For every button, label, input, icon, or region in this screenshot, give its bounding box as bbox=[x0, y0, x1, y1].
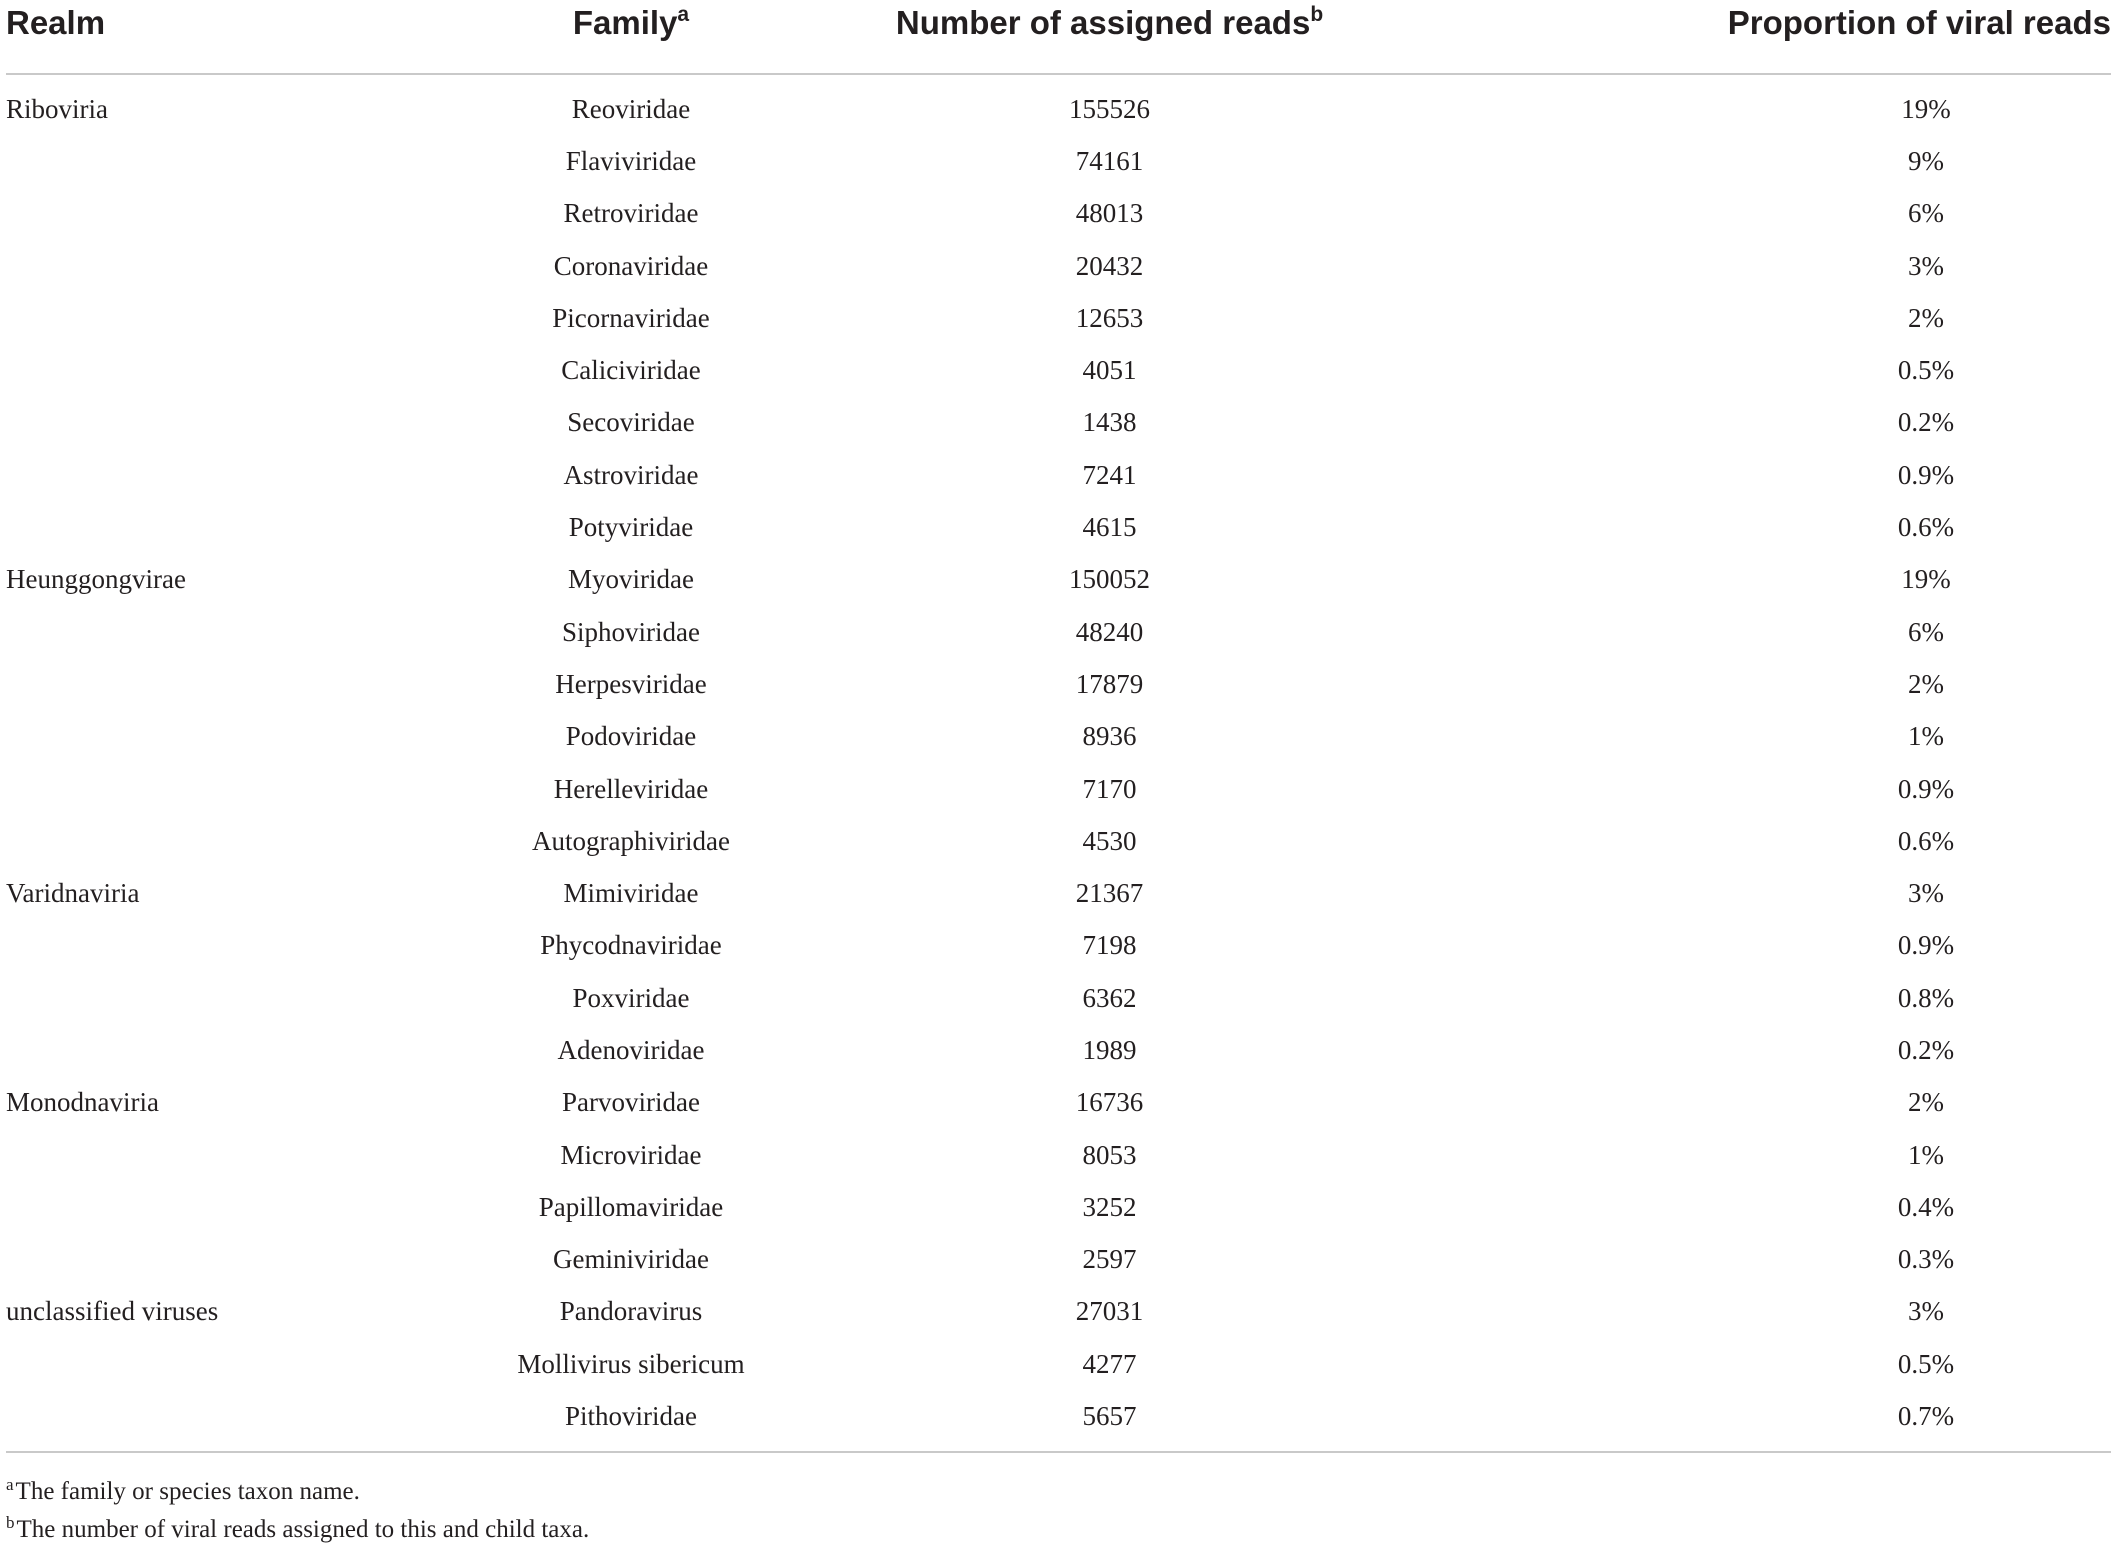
proportion-cell: 0.5% bbox=[1897, 1348, 1955, 1379]
reads-cell: 8936 bbox=[1082, 721, 1137, 752]
header-proportion-label: Proportion of viral reads bbox=[1727, 4, 2111, 41]
realm-cell: Riboviria bbox=[6, 93, 108, 124]
proportion-cell: 0.5% bbox=[1897, 355, 1955, 386]
table-row bbox=[6, 711, 2111, 763]
family-cell: Retroviridae bbox=[563, 198, 699, 229]
proportion-cell: 3% bbox=[1908, 250, 1944, 281]
realm-cell bbox=[6, 292, 492, 344]
proportion-cell: 19% bbox=[1901, 564, 1951, 595]
realm-cell bbox=[6, 1338, 492, 1390]
reads-cell: 2597 bbox=[1082, 1244, 1137, 1275]
proportion-cell: 0.6% bbox=[1897, 512, 1955, 543]
table-row bbox=[6, 1286, 2111, 1338]
realm-cell bbox=[6, 815, 492, 867]
realm-cell bbox=[6, 135, 492, 187]
proportion-cell: 2% bbox=[1908, 1087, 1944, 1118]
footnote-b bbox=[6, 1511, 589, 1549]
table-footnotes bbox=[6, 1473, 589, 1549]
proportion-cell: 0.9% bbox=[1897, 773, 1955, 804]
table-row bbox=[6, 188, 2111, 240]
realm-cell bbox=[6, 188, 492, 240]
reads-cell: 27031 bbox=[1075, 1296, 1144, 1327]
reads-cell: 74161 bbox=[1075, 145, 1144, 176]
family-cell: Phycodnaviridae bbox=[540, 930, 722, 961]
viral-reads-table bbox=[6, 0, 2111, 1453]
table-row bbox=[6, 397, 2111, 449]
family-cell: Myoviridae bbox=[568, 564, 694, 595]
family-cell: Mollivirus sibericum bbox=[517, 1348, 745, 1379]
realm-cell bbox=[6, 240, 492, 292]
reads-cell: 7241 bbox=[1082, 459, 1137, 490]
proportion-cell: 0.2% bbox=[1897, 1034, 1955, 1065]
realm-cell: Monodnaviria bbox=[6, 1087, 159, 1118]
realm-cell bbox=[6, 1390, 492, 1451]
realm-cell bbox=[6, 1024, 492, 1076]
proportion-cell: 2% bbox=[1908, 668, 1944, 699]
reads-cell: 3252 bbox=[1082, 1191, 1137, 1222]
proportion-cell: 0.3% bbox=[1897, 1244, 1955, 1275]
family-cell: Autographiviridae bbox=[532, 825, 730, 856]
table-row bbox=[6, 658, 2111, 710]
family-cell: Pithoviridae bbox=[492, 1390, 770, 1451]
family-cell: Herpesviridae bbox=[555, 668, 707, 699]
header-family-footnote-marker: a bbox=[677, 3, 690, 26]
reads-cell: 21367 bbox=[1075, 878, 1144, 909]
reads-cell: 16736 bbox=[1075, 1087, 1144, 1118]
family-cell: Picornaviridae bbox=[552, 302, 710, 333]
footnote-text: The number of viral reads assigned to this and child taxa. bbox=[16, 1516, 590, 1543]
family-cell: Podoviridae bbox=[565, 721, 697, 752]
table-row bbox=[6, 606, 2111, 658]
table-row bbox=[6, 1129, 2111, 1181]
reads-cell: 20432 bbox=[1075, 250, 1144, 281]
table-row bbox=[6, 1181, 2111, 1233]
proportion-cell: 0.9% bbox=[1897, 930, 1955, 961]
header-proportion bbox=[1449, 0, 2111, 74]
proportion-cell: 6% bbox=[1908, 198, 1944, 229]
reads-cell: 1989 bbox=[1082, 1034, 1137, 1065]
table-row bbox=[6, 1234, 2111, 1286]
reads-cell: 155526 bbox=[1069, 93, 1150, 124]
realm-cell bbox=[6, 344, 492, 396]
reads-cell: 12653 bbox=[1075, 302, 1144, 333]
family-cell: Caliciviridae bbox=[561, 355, 701, 386]
family-cell: Microviridae bbox=[560, 1139, 702, 1170]
reads-cell: 5657 bbox=[770, 1390, 1449, 1451]
realm-cell bbox=[6, 763, 492, 815]
family-cell: Potyviridae bbox=[568, 512, 694, 543]
realm-cell bbox=[6, 606, 492, 658]
proportion-cell: 0.8% bbox=[1897, 982, 1955, 1013]
realm-cell bbox=[6, 1234, 492, 1286]
reads-cell: 6362 bbox=[1082, 982, 1137, 1013]
reads-cell: 150052 bbox=[1069, 564, 1150, 595]
reads-cell: 48240 bbox=[1075, 616, 1144, 647]
footnote-a bbox=[6, 1473, 589, 1511]
family-cell: Geminiviridae bbox=[553, 1244, 709, 1275]
footnote-marker: b bbox=[6, 1513, 15, 1532]
header-family-label: Family bbox=[572, 4, 678, 41]
table-row bbox=[6, 449, 2111, 501]
reads-cell: 4615 bbox=[1082, 512, 1137, 543]
header-reads bbox=[770, 0, 1449, 74]
reads-cell: 7170 bbox=[1082, 773, 1137, 804]
realm-cell bbox=[6, 711, 492, 763]
proportion-cell: 0.4% bbox=[1897, 1191, 1955, 1222]
footnote-marker: a bbox=[6, 1475, 14, 1494]
family-cell: Flaviviridae bbox=[565, 145, 697, 176]
table-header bbox=[6, 0, 2111, 74]
reads-cell: 48013 bbox=[1075, 198, 1144, 229]
proportion-cell: 1% bbox=[1908, 1139, 1944, 1170]
reads-cell: 4277 bbox=[1082, 1348, 1137, 1379]
header-realm bbox=[6, 0, 492, 74]
reads-cell: 1438 bbox=[1082, 407, 1137, 438]
footnote-text: The family or species taxon name. bbox=[15, 1478, 360, 1505]
proportion-cell: 3% bbox=[1908, 1296, 1944, 1327]
realm-cell: Varidnaviria bbox=[6, 878, 140, 909]
table-row bbox=[6, 240, 2111, 292]
table-row bbox=[6, 501, 2111, 553]
header-reads-footnote-marker: b bbox=[1310, 3, 1324, 26]
realm-cell bbox=[6, 1181, 492, 1233]
reads-cell: 8053 bbox=[1082, 1139, 1137, 1170]
realm-cell bbox=[6, 658, 492, 710]
family-cell: Astroviridae bbox=[563, 459, 699, 490]
proportion-cell: 0.6% bbox=[1897, 825, 1955, 856]
proportion-cell: 19% bbox=[1901, 93, 1951, 124]
table-row bbox=[6, 554, 2111, 606]
proportion-cell: 2% bbox=[1908, 302, 1944, 333]
family-cell: Reoviridae bbox=[571, 93, 691, 124]
table-body bbox=[6, 74, 2111, 1452]
family-cell: Parvoviridae bbox=[562, 1087, 700, 1118]
table-row bbox=[6, 135, 2111, 187]
family-cell: Herelleviridae bbox=[553, 773, 709, 804]
realm-cell bbox=[6, 1129, 492, 1181]
proportion-cell: 6% bbox=[1908, 616, 1944, 647]
header-reads-label: Number of assigned reads bbox=[895, 4, 1311, 41]
table-row bbox=[6, 344, 2111, 396]
table-row bbox=[6, 815, 2111, 867]
proportion-cell: 0.2% bbox=[1897, 407, 1955, 438]
proportion-cell: 0.7% bbox=[1449, 1390, 2111, 1451]
table-row bbox=[6, 1024, 2111, 1076]
table-row bbox=[6, 74, 2111, 135]
realm-cell: Heunggongvirae bbox=[6, 564, 186, 595]
table-row bbox=[6, 920, 2111, 972]
family-cell: Papillomaviridae bbox=[538, 1191, 724, 1222]
family-cell: Pandoravirus bbox=[559, 1296, 703, 1327]
family-cell: Coronaviridae bbox=[553, 250, 709, 281]
family-cell: Mimiviridae bbox=[563, 878, 699, 909]
proportion-cell: 0.9% bbox=[1897, 459, 1955, 490]
proportion-cell: 3% bbox=[1908, 878, 1944, 909]
reads-cell: 4530 bbox=[1082, 825, 1137, 856]
table-row bbox=[6, 1390, 2111, 1451]
header-realm-label: Realm bbox=[6, 4, 106, 41]
header-family bbox=[492, 0, 770, 74]
reads-cell: 4051 bbox=[1082, 355, 1137, 386]
reads-cell: 17879 bbox=[1075, 668, 1144, 699]
table-row bbox=[6, 1338, 2111, 1390]
family-cell: Poxviridae bbox=[572, 982, 690, 1013]
realm-cell: unclassified viruses bbox=[6, 1296, 219, 1327]
header-row bbox=[6, 0, 2111, 74]
family-cell: Siphoviridae bbox=[562, 616, 700, 647]
realm-cell bbox=[6, 397, 492, 449]
family-cell: Secoviridae bbox=[567, 407, 695, 438]
proportion-cell: 9% bbox=[1908, 145, 1944, 176]
realm-cell bbox=[6, 972, 492, 1024]
table-row bbox=[6, 763, 2111, 815]
table-row bbox=[6, 292, 2111, 344]
table-row bbox=[6, 867, 2111, 919]
family-cell: Adenoviridae bbox=[557, 1034, 705, 1065]
proportion-cell: 1% bbox=[1908, 721, 1944, 752]
table-row bbox=[6, 972, 2111, 1024]
realm-cell bbox=[6, 449, 492, 501]
reads-cell: 7198 bbox=[1082, 930, 1137, 961]
table-row bbox=[6, 1077, 2111, 1129]
realm-cell bbox=[6, 501, 492, 553]
realm-cell bbox=[6, 920, 492, 972]
